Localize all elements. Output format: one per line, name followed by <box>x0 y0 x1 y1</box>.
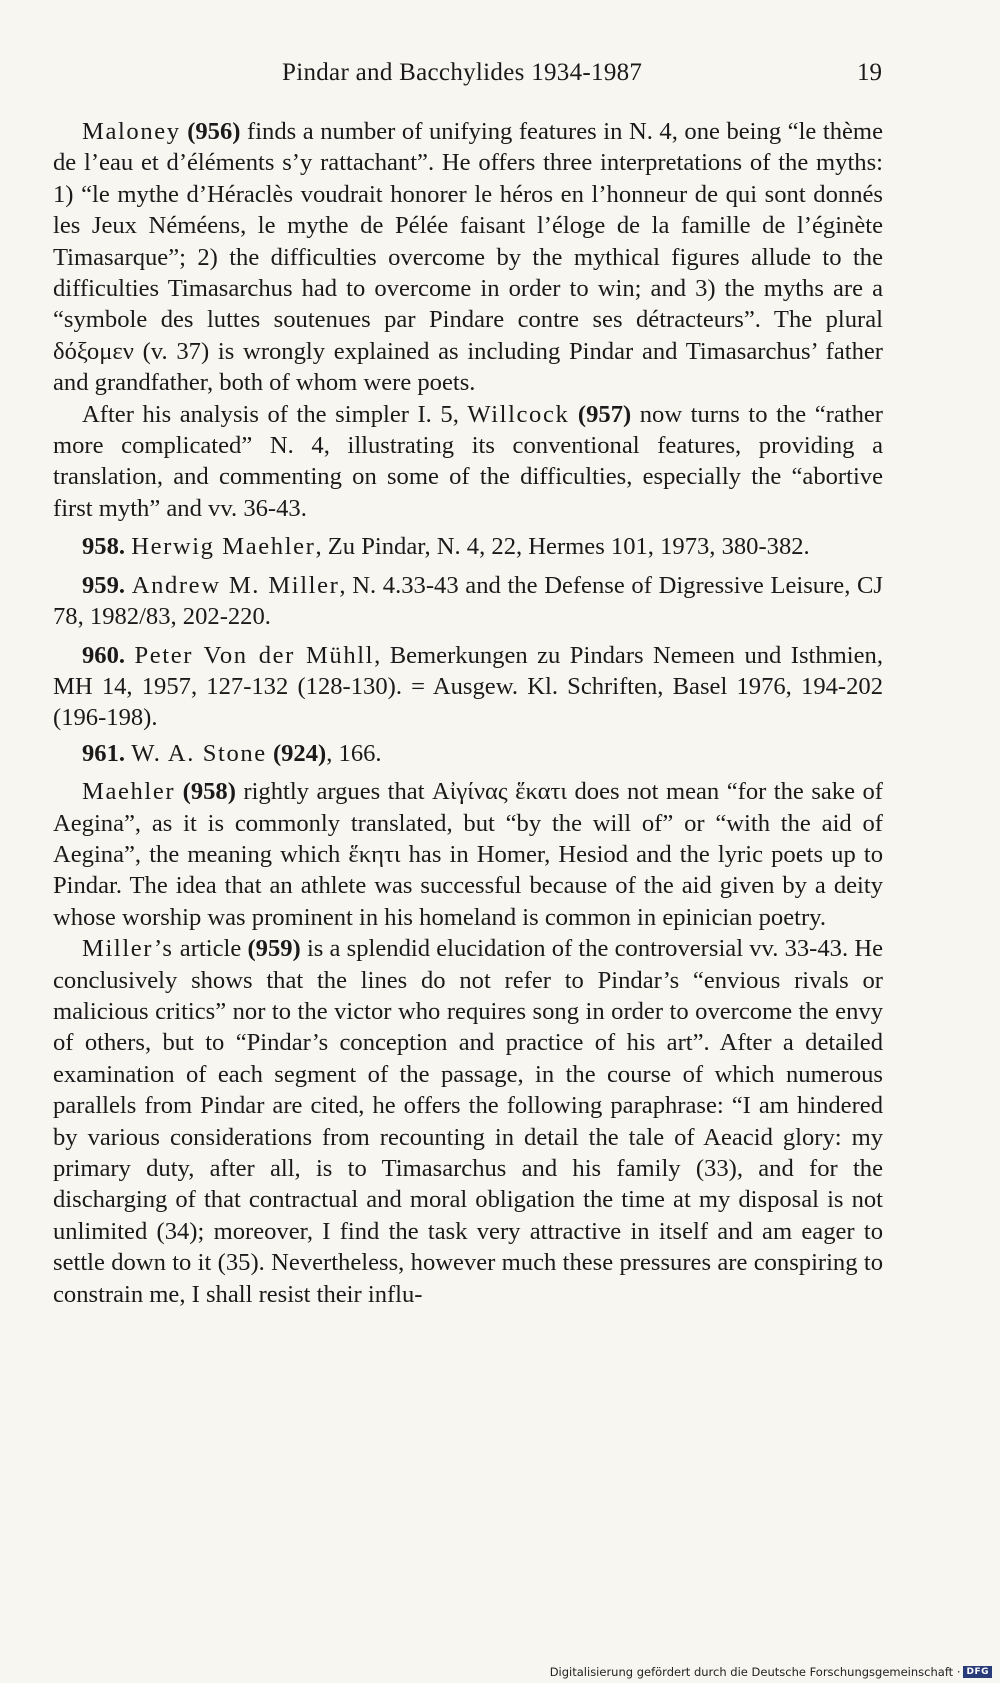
spacer <box>53 563 883 570</box>
entry-text: , Bemerkungen zu Pindars Nemeen und Isthmien, MH 14, 1957, 127-132 (128-130). = Ausgew. Kl. Schriften, Basel 1976, 194-202 (196-198). <box>53 641 884 732</box>
author-name: Willcock <box>467 400 570 428</box>
paragraph-text: After his analysis of the simpler I. 5, <box>82 400 468 428</box>
author-name: Maloney <box>82 118 181 145</box>
entry-reference: (924) <box>272 739 327 767</box>
spacer <box>53 769 883 776</box>
entry-author: Andrew M. Miller <box>131 571 340 599</box>
dfg-logo: DFG <box>963 1666 992 1678</box>
entry-author: Herwig Maehler <box>131 533 316 561</box>
running-title: Pindar and Bacchylides 1934-1987 <box>282 59 643 86</box>
spacer <box>53 524 883 531</box>
entry-text: , Zu Pindar, N. 4, 22, Hermes 101, 1973, 380-382. <box>315 533 810 561</box>
cross-reference: (958) <box>182 778 236 806</box>
bibliography-entry-958 <box>53 531 883 562</box>
entry-text: , N. 4.33-43 and the Defense of Digressive Leisure, CJ 78, 1982/83, 202-220. <box>53 571 883 631</box>
spacer <box>53 633 883 640</box>
bibliography-entry-959 <box>53 570 883 633</box>
page-header <box>0 55 1000 95</box>
digitization-footer <box>550 1665 992 1679</box>
paragraph-maehler <box>53 776 883 933</box>
paragraph-text: article <box>173 935 248 963</box>
entry-number: 959. <box>82 571 126 599</box>
author-name: Miller’s <box>82 935 174 963</box>
paragraph-text: is a splendid elucidation of the controversial vv. 33-43. He conclusively shows that the lines do not refer to Pindar’s “envious rivals or malicious critics” nor to the victor who requires song in order to overcome the envy of others, but to “Pindar’s conception and practice of his art”. After a detailed examination of each segment of the passage, in the course of which numerous parallels from Pindar are cited, he offers the following paraphrase: “I am hindered by various considerations from recounting in detail the tale of Aeacid glory: my primary duty, after all, is to Timasarchus and his family (33), and for the discharging of that contractual and moral obligation the time at my disposal is not unlimited (34); moreover, I find the task very attractive in itself and am eager to settle down to it (35). Nevertheless, however much these pressures are conspiring to constrain me, I shall resist their influ- <box>53 935 883 1308</box>
paragraph-text: now turns to the “rather more complicated” N. 4, illustrating its conventional features, providing a translation, and commenting on some of the difficulties, especially the “abortive first myth” and vv. 36-43. <box>53 400 883 522</box>
cross-reference: (956) <box>187 118 241 145</box>
page-number: 19 <box>857 59 882 86</box>
entry-number: 961. <box>82 739 126 767</box>
cross-reference: (957) <box>577 400 632 428</box>
entry-number: 960. <box>82 641 126 669</box>
author-name: Maehler <box>82 778 176 806</box>
bibliography-entry-960 <box>53 640 883 734</box>
paragraph-miller <box>53 933 883 1310</box>
entry-number: 958. <box>82 533 126 561</box>
entry-text: , 166. <box>326 739 382 767</box>
entry-author: Peter Von der Mühll <box>134 641 375 669</box>
page-body <box>53 116 883 1310</box>
bibliography-entry-961 <box>53 738 883 769</box>
paragraph-willcock <box>53 399 883 525</box>
cross-reference: (959) <box>247 935 301 963</box>
entry-author: W. A. Stone <box>131 739 267 767</box>
paragraph-text: finds a number of unifying features in N. 4, one being “le thème de l’eau et d’éléments s’y rattachant”. He offers three interpretations of the myths: 1) “le mythe d’Héraclès voudrait honorer le héros en l’honneur de qui sont donnés les Jeux Néméens, le mythe de Pélée faisant l’éloge de la famille de l’éginète Timasarque”; 2) the difficulties overcome by the mythical figures allude to the difficulties Timasarchus had to overcome in order to win; and 3) the myths are a “symbole des luttes soutenues par Pindare contre ses détracteurs”. The plural δόξομεν (v. 37) is wrongly explained as including Pindar and Timasarchus’ father and grandfather, both of whom were poets. <box>53 118 883 397</box>
paragraph-text: rightly argues that Αἰγίνας ἕκατι does not mean “for the sake of Aegina”, as it is commonly translated, but “by the will of” or “with the aid of Aegina”, the meaning which ἕκητι has in Homer, Hesiod and the lyric poets up to Pindar. The idea that an athlete was successful because of the aid given by a deity whose worship was prominent in his homeland is common in epinician poetry. <box>53 778 883 931</box>
paragraph-maloney <box>53 116 883 399</box>
footer-text: Digitalisierung gefördert durch die Deutsche Forschungsgemeinschaft · <box>549 1665 961 1679</box>
